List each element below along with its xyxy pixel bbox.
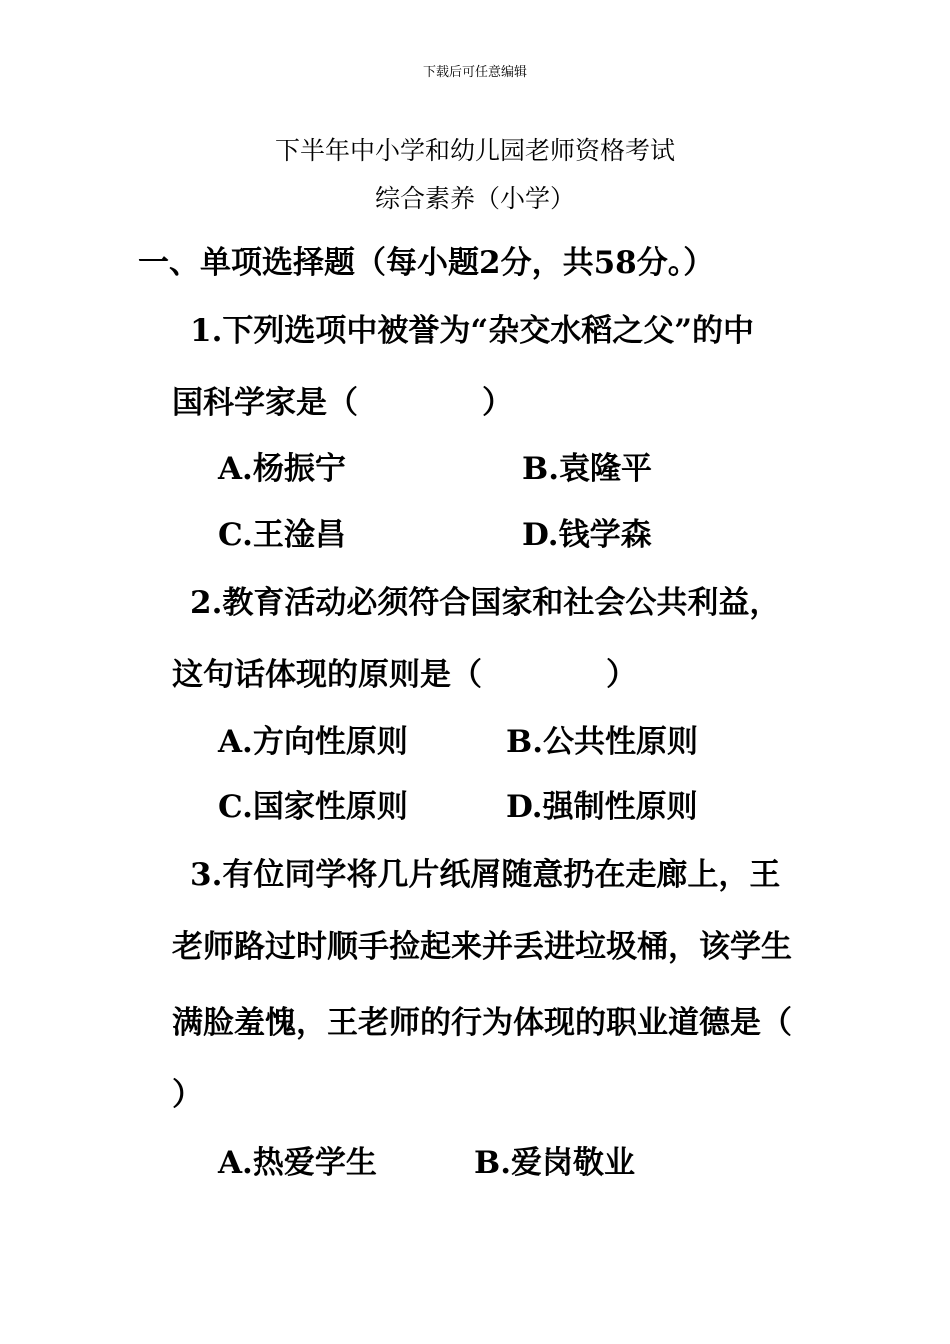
question-1-option-a: A.杨振宁 (218, 451, 346, 487)
question-3-line-1: 3.有位同学将几片纸屑随意扔在走廊上，王 (190, 857, 781, 893)
question-2-line-1: 2.教育活动必须符合国家和社会公共利益， (190, 585, 781, 621)
question-1-line-2: 国科学家是（ ） (172, 385, 513, 421)
question-1-option-d: D.钱学森 (522, 517, 652, 553)
question-2-option-c: C.国家性原则 (218, 789, 408, 825)
question-3-line-2: 老师路过时顺手捡起来并丢进垃圾桶，该学生 (172, 929, 792, 965)
question-2-line-2: 这句话体现的原则是（ ） (172, 657, 637, 693)
question-3-option-a: A.热爱学生 (218, 1145, 377, 1181)
exam-title: 下半年中小学和幼儿园老师资格考试 (274, 136, 675, 165)
exam-subtitle: 综合素养（小学） (374, 184, 575, 213)
question-2-option-a: A.方向性原则 (218, 724, 408, 760)
question-2-option-d: D.强制性原则 (506, 789, 698, 825)
question-3-line-4: ） (172, 1077, 203, 1113)
header-note: 下载后可任意编辑 (422, 65, 527, 80)
question-3-option-b: B.爱岗敬业 (474, 1145, 635, 1181)
question-2-option-b: B.公共性原则 (506, 724, 698, 760)
question-1-option-c: C.王淦昌 (218, 517, 346, 553)
question-1-option-b: B.袁隆平 (522, 451, 652, 487)
question-3-line-3: 满脸羞愧，王老师的行为体现的职业道德是（ (172, 1005, 792, 1041)
question-1-line-1: 1.下列选项中被誉为“杂交水稻之父”的中 (190, 313, 755, 349)
section-heading: 一、单项选择题（每小题2分，共58分。） (138, 245, 715, 281)
